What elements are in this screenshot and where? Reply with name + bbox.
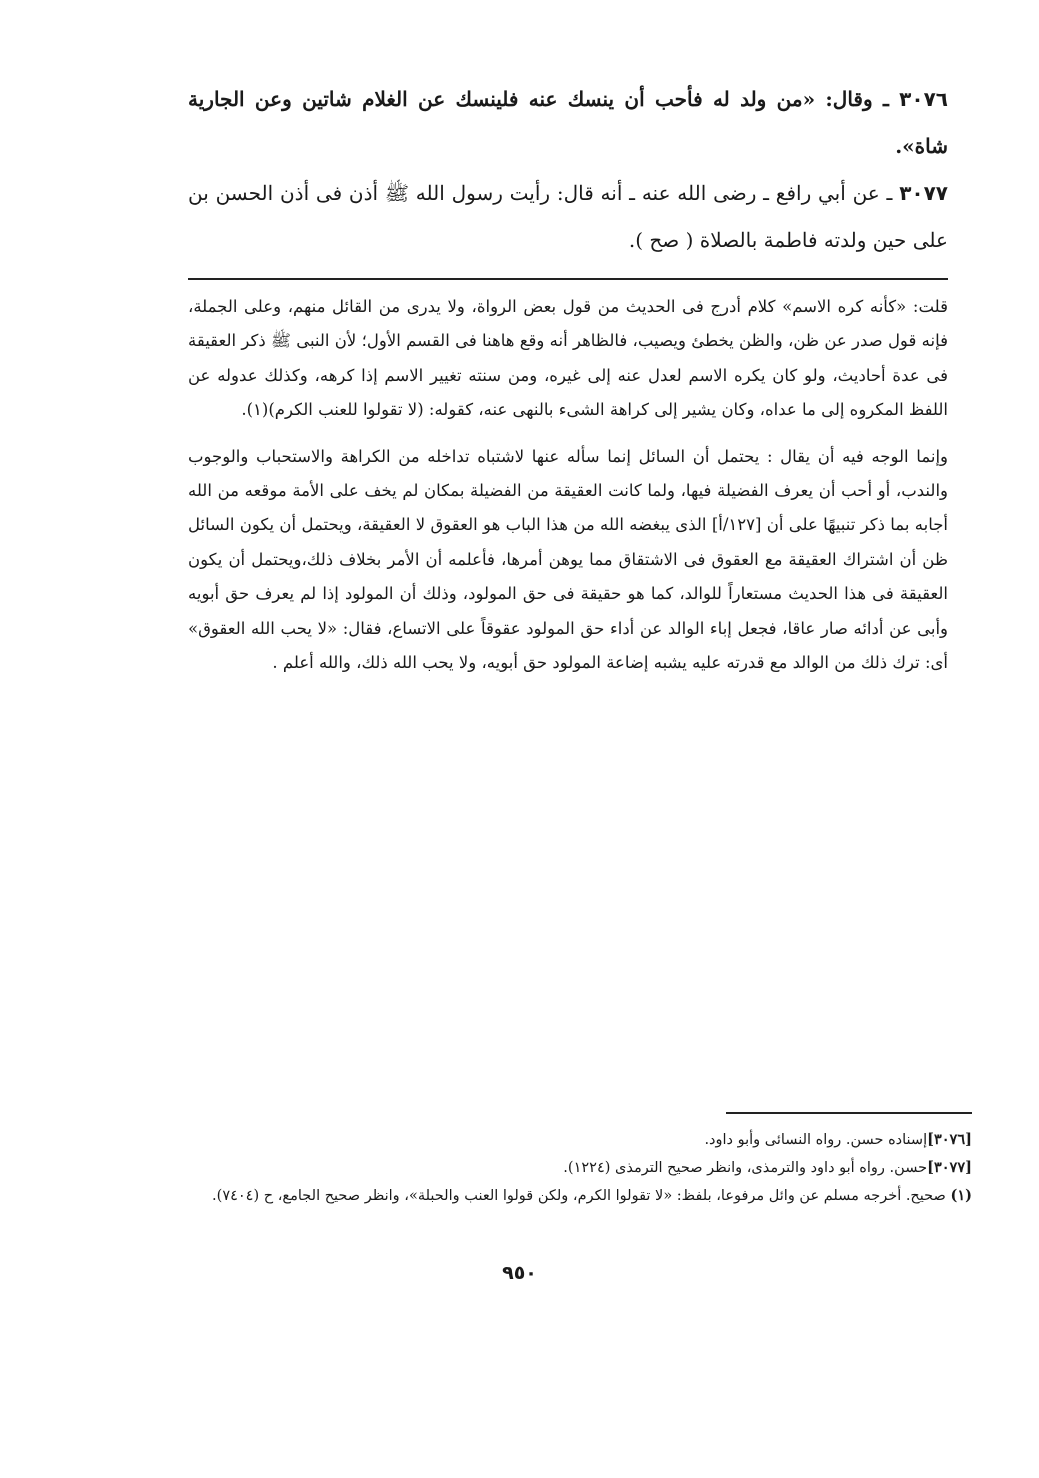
hadith-3077 xyxy=(188,170,948,264)
hadith-text: ـ وقال: «من ولد له فأحب أن ينسك عنه فلينسك عن الغلام شاتين وعن الجارية شاة». xyxy=(188,87,948,158)
commentary-paragraph: وإنما الوجه فيه أن يقال : يحتمل أن السائل إنما سأله عنها لاشتباه تداخله من الكراهة والاستحباب والوجوب والندب، أو أحب أن يعرف الفضيلة فيها، ولما كانت العقيقة من الفضيلة بمكان لم يخف على الأمة موقعه من الله أجابه بما ذكر تنبيهًا على أن [١٢٧/أ] الذى يبغضه الله من هذا الباب هو العقوق لا العقيقة، ويحتمل أن يكون السائل ظن أن اشتراك العقيقة مع العقوق فى الاشتقاق مما يوهن أمرها، فأعلمه أن الأمر بخلاف ذلك،ويحتمل أن يكون العقيقة فى هذا الحديث مستعاراً للوالد، كما هو حقيقة فى حق المولود، وذلك أن المولود إذا لم يعرف حق أبويه وأبى عن أدائه صار عاقا، فجعل إباء الوالد عن أداء حق المولود عقوقاً على الاتساع، فقال: «لا يحب الله العقوق» أى: ترك ذلك من الوالد مع قدرته عليه يشبه إضاعة المولود حق أبويه، ولا يحب الله ذلك، والله أعلم . xyxy=(188,446,949,673)
footnote-key: [٣٠٧٦] xyxy=(927,1131,972,1148)
footnote xyxy=(188,1154,972,1182)
main-text xyxy=(188,76,948,680)
hadith-3076 xyxy=(188,76,948,170)
footnote-key: (١) xyxy=(950,1187,972,1204)
hadith-number: ٣٠٧٧ xyxy=(899,181,949,205)
footnote xyxy=(188,1126,972,1154)
footnote-text: صحيح. أخرجه مسلم عن وائل مرفوعا، بلفظ: «لا تقولوا الكرم، ولكن قولوا العنب والحبلة»، وانظر صحيح الجامع، ح (٧٤٠٤). xyxy=(212,1188,951,1204)
footnotes xyxy=(188,1112,972,1210)
commentary-paragraph: قلت: «كأنه كره الاسم» كلام أدرج فى الحديث من قول بعض الرواة، ولا يدرى من القائل منهم، وعلى الجملة، فإنه قول صدر عن ظن، والظن يخطئ ويصيب، فالظاهر أنه وقع هاهنا فى القسم الأول؛ لأن النبى ﷺ ذكر العقيقة فى عدة أحاديث، ولو كان يكره الاسم لعدل عنه إلى غيره، ومن سنته تغيير الاسم إذا كرهه، وكذلك عدوله عن اللفظ المكروه إلى ما عداه، وكان يشير إلى كراهة الشىء بالنهى عنه، كقوله: (لا تقولوا للعنب الكرم)(١). xyxy=(188,297,948,420)
footnote-text: حسن. رواه أبو داود والترمذى، وانظر صحيح الترمذى (١٢٢٤). xyxy=(563,1160,928,1176)
section-divider xyxy=(188,278,948,280)
footnote-text: إسناده حسن. رواه النسائى وأبو داود. xyxy=(704,1132,928,1148)
page-number: ٩٥٠ xyxy=(502,1262,537,1284)
footnote-divider xyxy=(726,1112,972,1114)
hadith-number: ٣٠٧٦ xyxy=(899,87,948,111)
footnote xyxy=(188,1182,972,1210)
hadith-text: ـ عن أبي رافع ـ رضى الله عنه ـ أنه قال: رأيت رسول الله ﷺ أذن فى أذن الحسن بن على حين ولدته فاطمة بالصلاة ( صح ). xyxy=(188,181,948,252)
footnote-key: [٣٠٧٧] xyxy=(927,1159,972,1176)
